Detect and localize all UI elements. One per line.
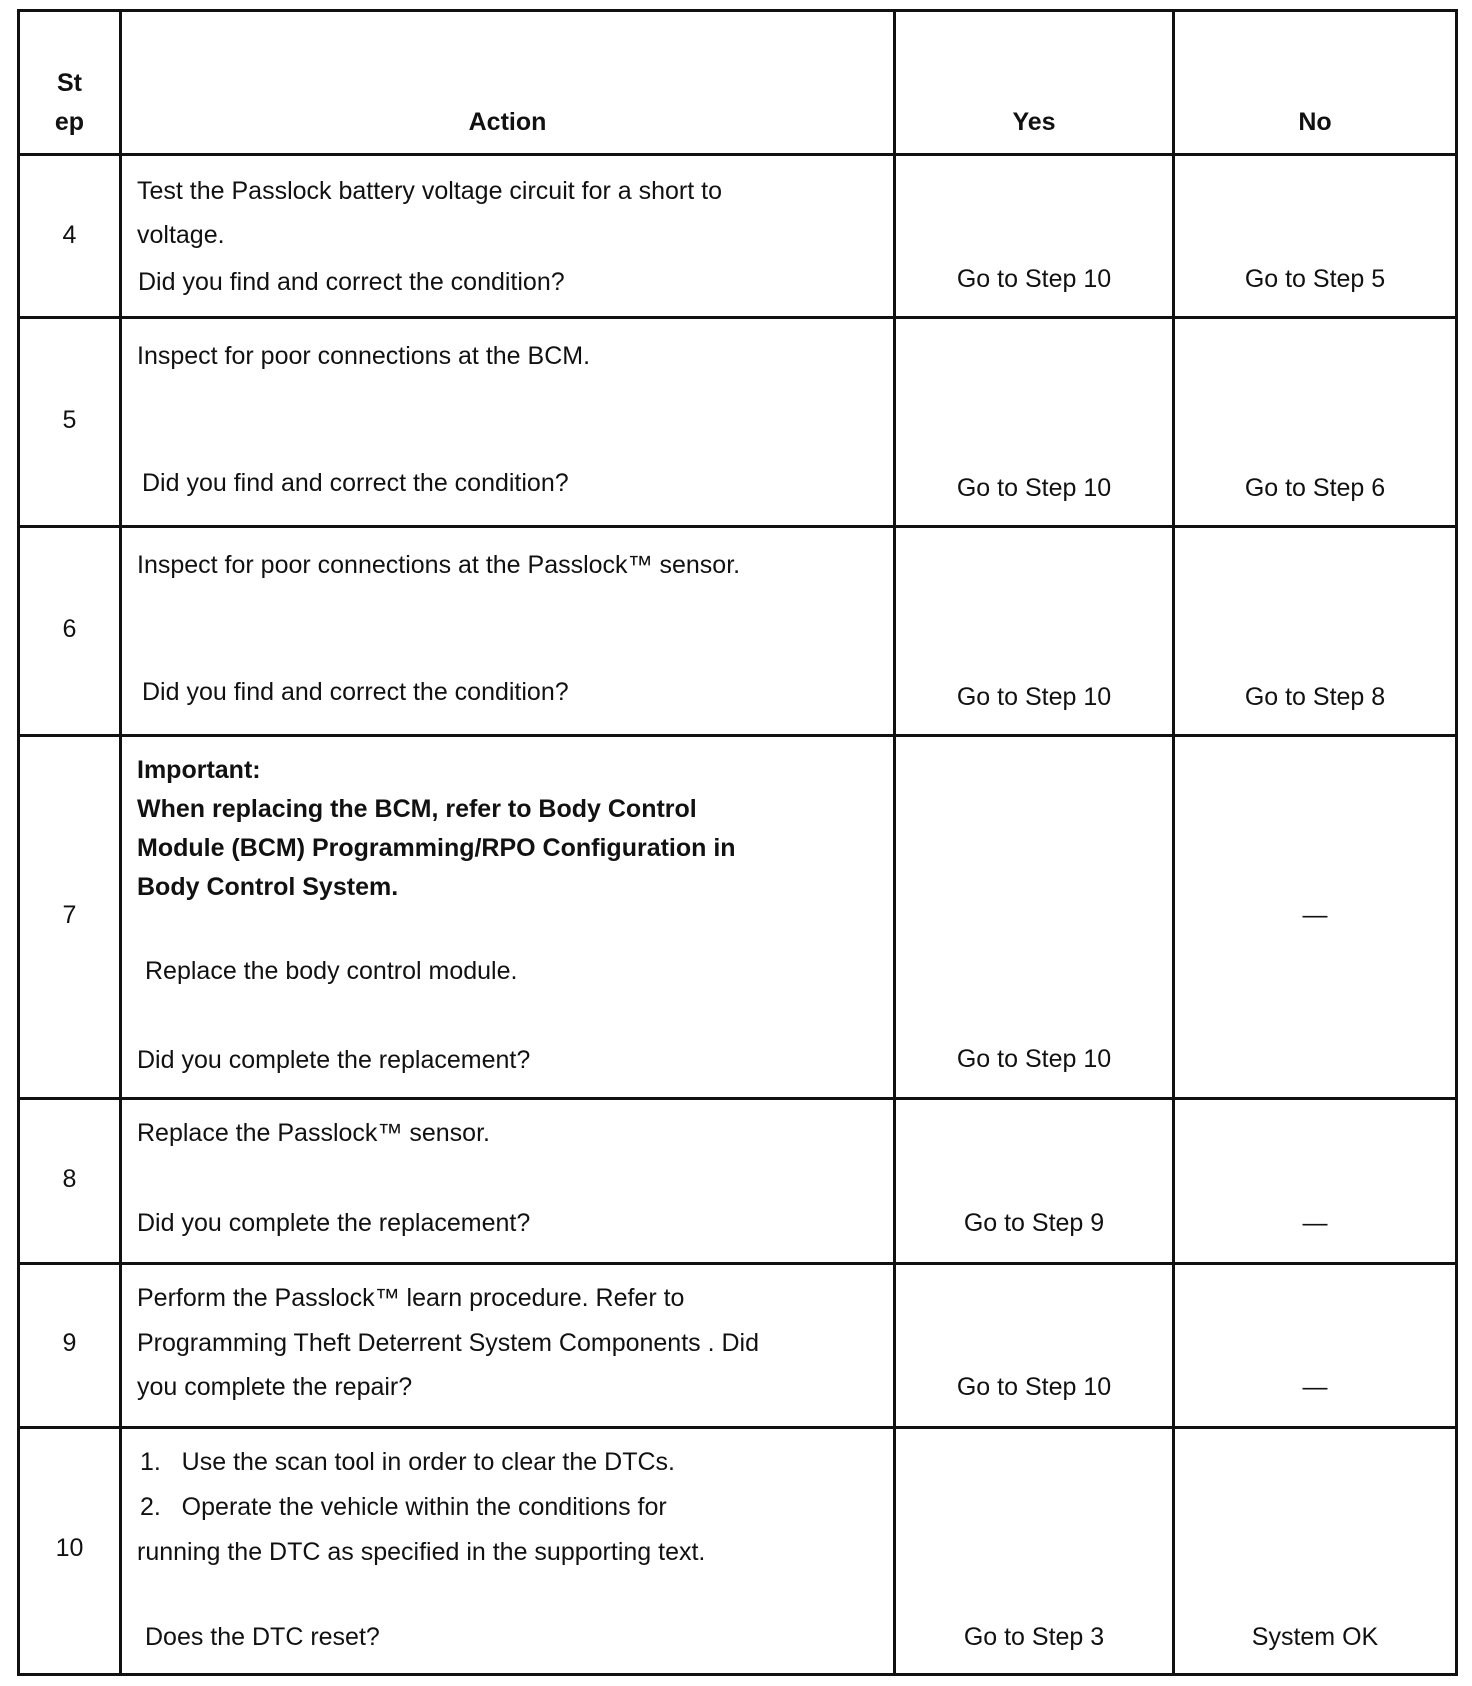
yes-cell: Go to Step 10	[956, 265, 1112, 293]
step-number: 7	[62, 901, 77, 929]
row-divider	[17, 525, 1458, 528]
question-text: Did you complete the replacement?	[137, 1046, 531, 1074]
action-text: Programming Theft Deterrent System Components . Did	[137, 1329, 760, 1357]
header-yes: Yes	[1012, 108, 1056, 136]
step-number: 6	[62, 615, 77, 643]
step-number: 5	[62, 406, 77, 434]
step-number: 10	[55, 1534, 84, 1562]
column-divider	[1172, 9, 1175, 1676]
action-text: Inspect for poor connections at the BCM.	[137, 342, 591, 370]
action-text: you complete the repair?	[137, 1373, 413, 1401]
action-text: running the DTC as specified in the supporting text.	[137, 1538, 706, 1566]
header-step-line1: St	[57, 69, 82, 97]
action-text: voltage.	[137, 221, 225, 249]
yes-cell: Go to Step 9	[963, 1209, 1105, 1237]
row-divider	[17, 1262, 1458, 1265]
no-cell: Go to Step 8	[1244, 683, 1386, 711]
column-divider	[119, 9, 122, 1676]
no-cell: Go to Step 6	[1244, 474, 1386, 502]
table-border-right	[1455, 9, 1458, 1676]
yes-cell: Go to Step 3	[963, 1623, 1105, 1651]
action-text: Perform the Passlock™ learn procedure. Refer to	[137, 1284, 685, 1312]
action-text: Replace the body control module.	[145, 957, 518, 985]
question-text: Did you find and correct the condition?	[138, 268, 565, 296]
table-border-top	[17, 9, 1458, 12]
no-cell: —	[1302, 1373, 1328, 1401]
step-number: 9	[62, 1329, 77, 1357]
yes-cell: Go to Step 10	[956, 683, 1112, 711]
header-step-line2: ep	[54, 108, 85, 136]
no-cell: —	[1302, 1209, 1328, 1237]
no-cell: System OK	[1251, 1623, 1379, 1651]
question-text: Did you find and correct the condition?	[142, 469, 569, 497]
no-cell: Go to Step 5	[1244, 265, 1386, 293]
action-text: Inspect for poor connections at the Passlock™ sensor.	[137, 551, 741, 579]
row-divider	[17, 316, 1458, 319]
important-text: Module (BCM) Programming/RPO Configuration in	[137, 834, 736, 862]
row-divider	[17, 734, 1458, 737]
step-number: 8	[62, 1165, 77, 1193]
action-text: 2. Operate the vehicle within the conditions for	[140, 1493, 667, 1521]
important-label: Important:	[137, 756, 261, 784]
action-text: Test the Passlock battery voltage circuit for a short to	[137, 177, 722, 205]
important-text: Body Control System.	[137, 873, 399, 901]
header-action: Action	[468, 108, 547, 136]
question-text: Did you complete the replacement?	[137, 1209, 531, 1237]
header-no: No	[1298, 108, 1332, 136]
action-text: Replace the Passlock™ sensor.	[137, 1119, 490, 1147]
row-divider	[17, 1097, 1458, 1100]
step-number: 4	[62, 221, 77, 249]
yes-cell: Go to Step 10	[956, 474, 1112, 502]
yes-cell: Go to Step 10	[956, 1045, 1112, 1073]
question-text: Did you find and correct the condition?	[142, 678, 569, 706]
no-cell: —	[1302, 901, 1328, 929]
header-divider	[17, 153, 1458, 156]
important-text: When replacing the BCM, refer to Body Control	[137, 795, 697, 823]
column-divider	[893, 9, 896, 1676]
action-text: 1. Use the scan tool in order to clear the DTCs.	[140, 1448, 675, 1476]
question-text: Does the DTC reset?	[145, 1623, 380, 1651]
table-border-bottom	[17, 1673, 1458, 1676]
row-divider	[17, 1426, 1458, 1429]
table-border-left	[17, 9, 20, 1676]
yes-cell: Go to Step 10	[956, 1373, 1112, 1401]
